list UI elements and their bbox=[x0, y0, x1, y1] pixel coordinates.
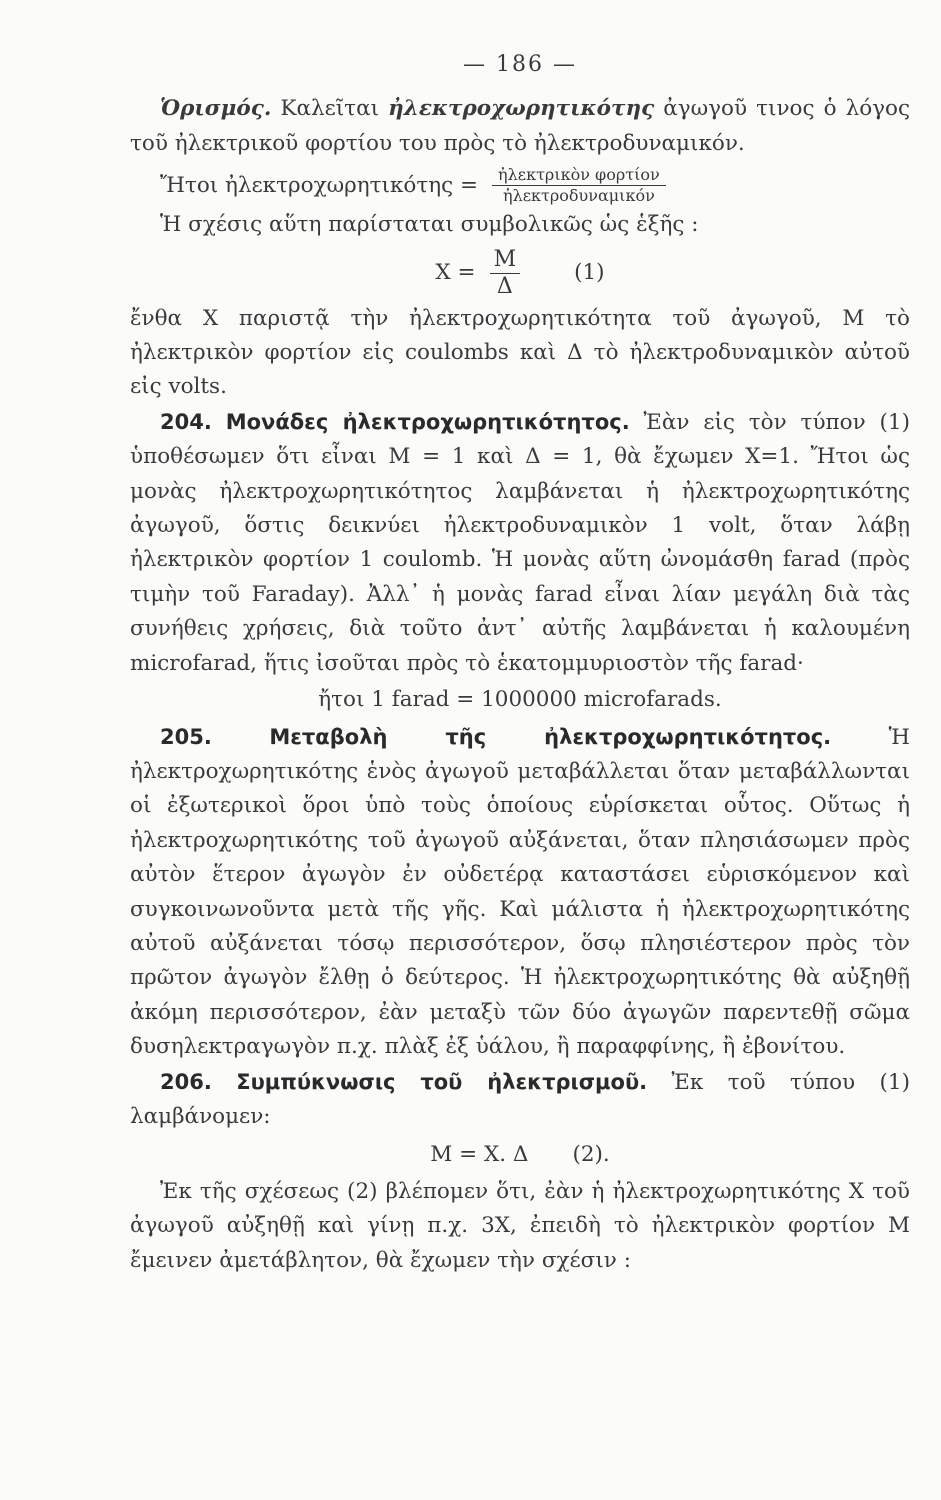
section-206 bbox=[130, 1065, 910, 1135]
definition-text1: Καλεῖται bbox=[280, 96, 380, 122]
section-204-text: Ἐὰν εἰς τὸν τύπον (1) ὑποθέσωμεν ὅτι εἶναι M = 1 καὶ Δ = 1, θὰ ἔχωμεν X=1. Ἤτοι ὡς μονὰς ἠλεκτροχωρητικότητος λαμβάνεται ἡ ἠλεκτροχωρητικότης ἀγωγοῦ, ὅστις δεικνύει ἠλεκτροδυναμικὸν 1 volt, ὅταν λάβῃ ἠλεκτρικὸν φορτίον 1 coulomb. Ἡ μονὰς αὕτη ὠνομάσθη farad (πρὸς τιμὴν τοῦ Faraday). Ἀλλ᾽ ἡ μονὰς farad εἶναι λίαν μεγάλη διὰ τὰς συνήθεις χρήσεις, διὰ τοῦτο ἀντ᾽ αὐτῆς λαμβάνεται ἡ καλουμένη microfarad, ἥτις ἰσοῦται πρὸς τὸ ἑκατομμυριοστὸν τῆς farad· bbox=[130, 409, 910, 676]
word-formula-lead: Ἤτοι ἠλεκτροχωρητικότης = bbox=[160, 172, 479, 198]
section-204-title: Μονάδες ἠλεκτροχωρητικότητος. bbox=[225, 409, 630, 434]
formula-1-numerator: M bbox=[490, 247, 521, 274]
definition-label: Ὁρισμός. bbox=[160, 96, 272, 122]
page bbox=[130, 48, 910, 1278]
formula-2-label: (2). bbox=[572, 1142, 610, 1168]
formula-1-fraction bbox=[490, 247, 521, 300]
formula-1 bbox=[130, 247, 910, 300]
word-formula bbox=[130, 165, 910, 206]
section-205-number: 205. bbox=[160, 724, 212, 749]
relation-intro: Ἡ σχέσις αὕτη παρίσταται συμβολικῶς ὡς ἑξῆς : bbox=[160, 212, 699, 238]
formula-2 bbox=[130, 1138, 910, 1172]
section-205-title: Μεταβολὴ τῆς ἠλεκτροχωρητικότητος. bbox=[269, 724, 832, 749]
where-paragraph: ἔνθα X παριστᾷ τὴν ἠλεκτροχωρητικότητα τοῦ ἀγωγοῦ, M τὸ ἠλεκτρικὸν φορτίον εἰς coulombs καὶ Δ τὸ ἠλεκτροδυναμικὸν αὐτοῦ εἰς volts. bbox=[130, 305, 910, 400]
formula-1-lhs: X = bbox=[435, 259, 476, 285]
section-205 bbox=[130, 720, 910, 1065]
page-number: — 186 — bbox=[463, 52, 577, 77]
word-formula-numerator: ἠλεκτρικὸν φορτίον bbox=[492, 165, 666, 186]
section-206-text: Ἐκ τοῦ τύπου (1) λαμβάνομεν: bbox=[130, 1069, 910, 1129]
formula-2-equation: M = X. Δ bbox=[430, 1142, 529, 1168]
word-formula-fraction bbox=[492, 165, 666, 206]
section-206-number: 206. bbox=[160, 1069, 212, 1094]
section-205-text: Ἡ ἠλεκτροχωρητικότης ἑνὸς ἀγωγοῦ μεταβάλλεται ὅταν μεταβάλλωνται οἱ ἐξωτερικοὶ ὅροι ὑπὸ τοὺς ὁποίους εὑρίσκεται οὗτος. Οὕτως ἡ ἠλεκτροχωρητικότης τοῦ ἀγωγοῦ αὐξάνεται, ὅταν πλησιάσωμεν πρὸς αὐτὸν ἕτερον ἀγωγὸν ἐν οὐδετέρᾳ καταστάσει εὑρισκόμενον καὶ συγκοινωνοῦντα μετὰ τῆς γῆς. Καὶ μάλιστα ἡ ἠλεκτροχωρητικότης αὐτοῦ αὐξάνεται τόσῳ περισσότερον, ὅσῳ πλησιέστερον πρὸς τὸν πρῶτον ἀγωγὸν ἔλθῃ ὁ δεύτερος. Ἡ ἠλεκτροχωρητικότης θὰ αὐξηθῇ ἀκόμη περισσότερον, ἐὰν μεταξὺ τῶν δύο ἀγωγῶν παρεντεθῇ σῶμα δυσηλεκτραγωγὸν π.χ. πλὰξ ἐξ ὑάλου, ἢ παραφφίνης, ἢ ἐβονίτου. bbox=[130, 724, 910, 1060]
section-206-title: Συμπύκνωσις τοῦ ἠλεκτρισμοῦ. bbox=[236, 1069, 648, 1094]
section-204-number: 204. bbox=[160, 409, 212, 434]
definition-text2: ἀγωγοῦ τινος ὁ λόγος τοῦ ἠλεκτρικοῦ φορτίου του πρὸς τὸ ἠλεκτροδυναμικόν. bbox=[130, 96, 911, 156]
definition-paragraph bbox=[130, 92, 910, 161]
section-204 bbox=[130, 405, 910, 681]
section-206-text2: Ἐκ τῆς σχέσεως (2) βλέπομεν ὅτι, ἐὰν ἡ ἠλεκτροχωρητικότης X τοῦ ἀγωγοῦ αὐξηθῇ καὶ γίνῃ π.χ. 3X, ἐπειδὴ τὸ ἠλεκτρικὸν φορτίον M ἔμεινεν ἀμετάβλητον, θὰ ἔχωμεν τὴν σχέσιν : bbox=[130, 1178, 910, 1273]
formula-1-denominator: Δ bbox=[496, 273, 513, 299]
definition-term: ἠλεκτροχωρητικότης bbox=[388, 96, 655, 122]
word-formula-denominator: ἠλεκτροδυναμικόν bbox=[502, 186, 655, 206]
formula-1-label: (1) bbox=[574, 259, 605, 285]
section-204-equation: ἤτοι 1 farad = 1000000 microfarads. bbox=[318, 687, 722, 713]
